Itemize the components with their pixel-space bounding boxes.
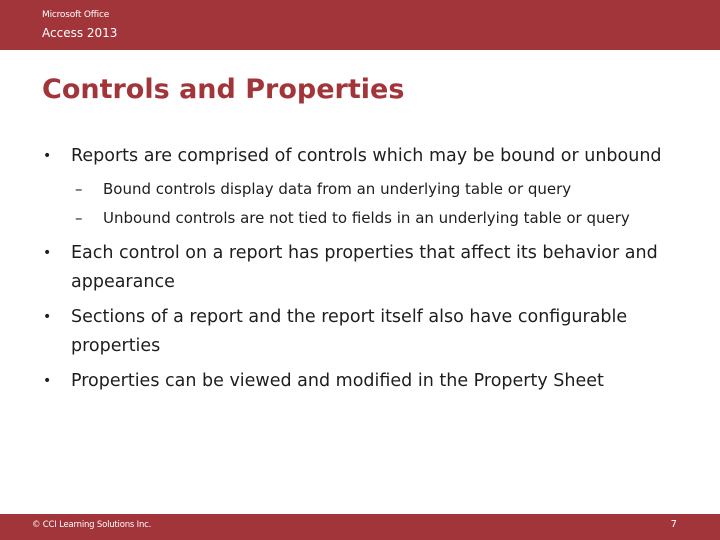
slide-title: Controls and Properties (42, 74, 405, 105)
bullet-text: Properties can be viewed and modified in the Property Sheet (71, 371, 604, 391)
bullet-text: Reports are comprised of controls which may be bound or unbound (71, 146, 662, 166)
bullet-marker: • (43, 373, 52, 389)
sub-bullet-text: Bound controls display data from an underlying table or query (103, 180, 572, 198)
header-product: Access 2013 (42, 26, 118, 40)
bullet-item (0, 303, 720, 361)
sub-bullet-marker: – (75, 180, 83, 198)
header-bar (0, 0, 720, 50)
page-number: 7 (670, 519, 677, 530)
bullet-item (0, 142, 720, 171)
bullet-marker: • (43, 148, 52, 164)
bullet-marker: • (43, 309, 52, 325)
sub-bullet-text: Unbound controls are not tied to fields in an underlying table or query (103, 209, 630, 227)
bullet-list (0, 142, 720, 396)
header-brand: Microsoft Office (42, 10, 110, 20)
sub-bullet-marker: – (75, 209, 83, 227)
footer-copyright: © CCI Learning Solutions Inc. (32, 520, 152, 530)
bullet-item (0, 239, 720, 297)
bullet-marker: • (43, 245, 52, 261)
bullet-item (0, 367, 720, 396)
sub-bullet-item (0, 204, 720, 233)
bullet-text: Sections of a report and the report itself also have configurable properties (71, 307, 628, 356)
sub-bullet-item (0, 175, 720, 204)
footer-bar (0, 514, 720, 540)
bullet-text: Each control on a report has properties that affect its behavior and appearance (71, 243, 658, 292)
